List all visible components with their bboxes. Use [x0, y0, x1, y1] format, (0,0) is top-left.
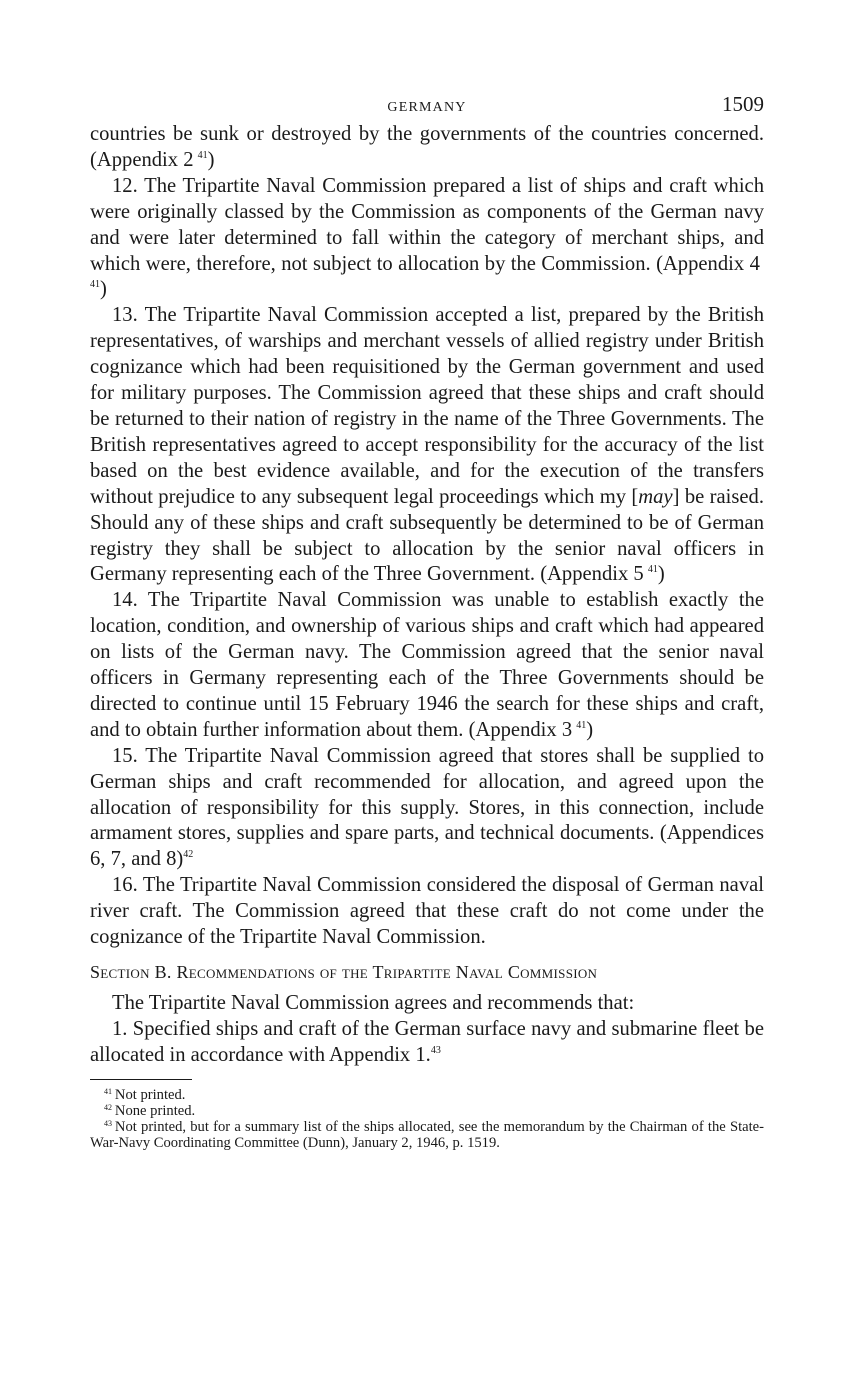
- paragraph-text: countries be sunk or destroyed by the governments of the countries concerned. (Appendix 2: [90, 123, 764, 171]
- footnotes: [90, 1087, 764, 1151]
- footnote-ref: 41: [197, 149, 208, 161]
- paragraph-text: 16. The Tripartite Naval Commission considered the disposal of German naval river craft. The Commission agreed that these craft do not come under the cognizance of the Tripartite Naval Commission.: [90, 874, 764, 949]
- section-heading: Section B. Recommendations of the Tripartite Naval Commission: [90, 962, 598, 982]
- paragraph-13: [90, 303, 764, 588]
- running-head: [90, 92, 764, 122]
- footnote-text: Not printed, but for a summary list of the ships allocated, see the memorandum by the Chairman of the State-War-Navy Coordinating Committee (Dunn), January 2, 1946, p. 1519.: [90, 1118, 764, 1151]
- recommendation-item-1: [90, 1017, 764, 1069]
- footnote-ref: 43: [430, 1044, 441, 1056]
- running-title: GERMANY: [387, 100, 467, 115]
- paragraph-text: 14. The Tripartite Naval Commission was unable to establish exactly the location, condition, and ownership of various ships and craft which had appeared on lists of the German navy. The Commission agreed that the senior naval officers in Germany representing each of the Three Governments should be directed to continue until 15 February 1946 the search for these ships and craft, and to obtain further information about them. (Appendix 3: [90, 589, 764, 741]
- footnote-mark: 43: [104, 1118, 112, 1128]
- footnote: [90, 1119, 764, 1151]
- footnote-mark: 42: [104, 1102, 112, 1112]
- paragraph-text: 13. The Tripartite Naval Commission accepted a list, prepared by the British representatives, of warships and merchant vessels of allied registry under British cognizance which had been requisitioned by the German government and used for military purposes. The Commission agreed that these ships and craft should be returned to their nation of registry in the name of the Three Governments. The British representatives agreed to accept responsibility for the accuracy of the list based on the best evidence available, and for the execution of the transfers without prejudice to any subsequent legal proceedings which my [: [90, 304, 764, 508]
- paragraph-14: [90, 588, 764, 743]
- paragraph-tail: ): [207, 148, 215, 171]
- paragraph-15: [90, 744, 764, 874]
- footnote-ref: 42: [183, 849, 194, 861]
- paragraph-tail: ): [100, 278, 107, 301]
- paragraph-text-continued: ] be raised. Should any of these ships and craft subsequently be determined to be of German registry they shall be subject to allocation by the senior naval officers in Germany representing each of the Three Government. (Appendix 5: [90, 485, 764, 586]
- paragraph-text: The Tripartite Naval Commission agrees and recommends that:: [112, 991, 635, 1014]
- document-page: [90, 92, 764, 1151]
- paragraph-tail: ): [586, 718, 594, 741]
- paragraph-16: [90, 873, 764, 951]
- section-intro: [90, 991, 764, 1017]
- paragraph-tail: ): [657, 563, 665, 586]
- footnote-text: None printed.: [114, 1102, 196, 1119]
- footnote-text: Not printed.: [114, 1086, 186, 1103]
- footnote-ref: 41: [90, 279, 100, 291]
- emphasis-word: may: [638, 485, 673, 508]
- body-text: [90, 122, 764, 1069]
- paragraph-text: 1. Specified ships and craft of the German surface navy and submarine fleet be allocated in accordance with Appendix 1.: [90, 1017, 764, 1066]
- paragraph-text: 15. The Tripartite Naval Commission agreed that stores shall be supplied to German ships and craft recommended for allocation, and agreed upon the allocation of responsibility for this supply. Stores, in this connection, include armament stores, supplies and spare parts, and technical documents. (Appendices 6, 7, and 8): [90, 744, 764, 871]
- footnote-ref: 41: [576, 719, 587, 731]
- footnote: [90, 1103, 764, 1119]
- paragraph-continued: [90, 122, 764, 174]
- footnote-mark: 41: [104, 1086, 112, 1096]
- paragraph-text: 12. The Tripartite Naval Commission prepared a list of ships and craft which were originally classed by the Commission as components of the German navy and were later determined to fall within the category of merchant ships, and which were, therefore, not subject to allocation by the Commission. (Appendix 4: [90, 174, 764, 275]
- footnote-divider: [90, 1079, 192, 1080]
- paragraph-12: [90, 174, 764, 304]
- page-number: 1509: [722, 92, 764, 116]
- footnote-ref: 41: [647, 564, 658, 576]
- footnote: [90, 1087, 764, 1103]
